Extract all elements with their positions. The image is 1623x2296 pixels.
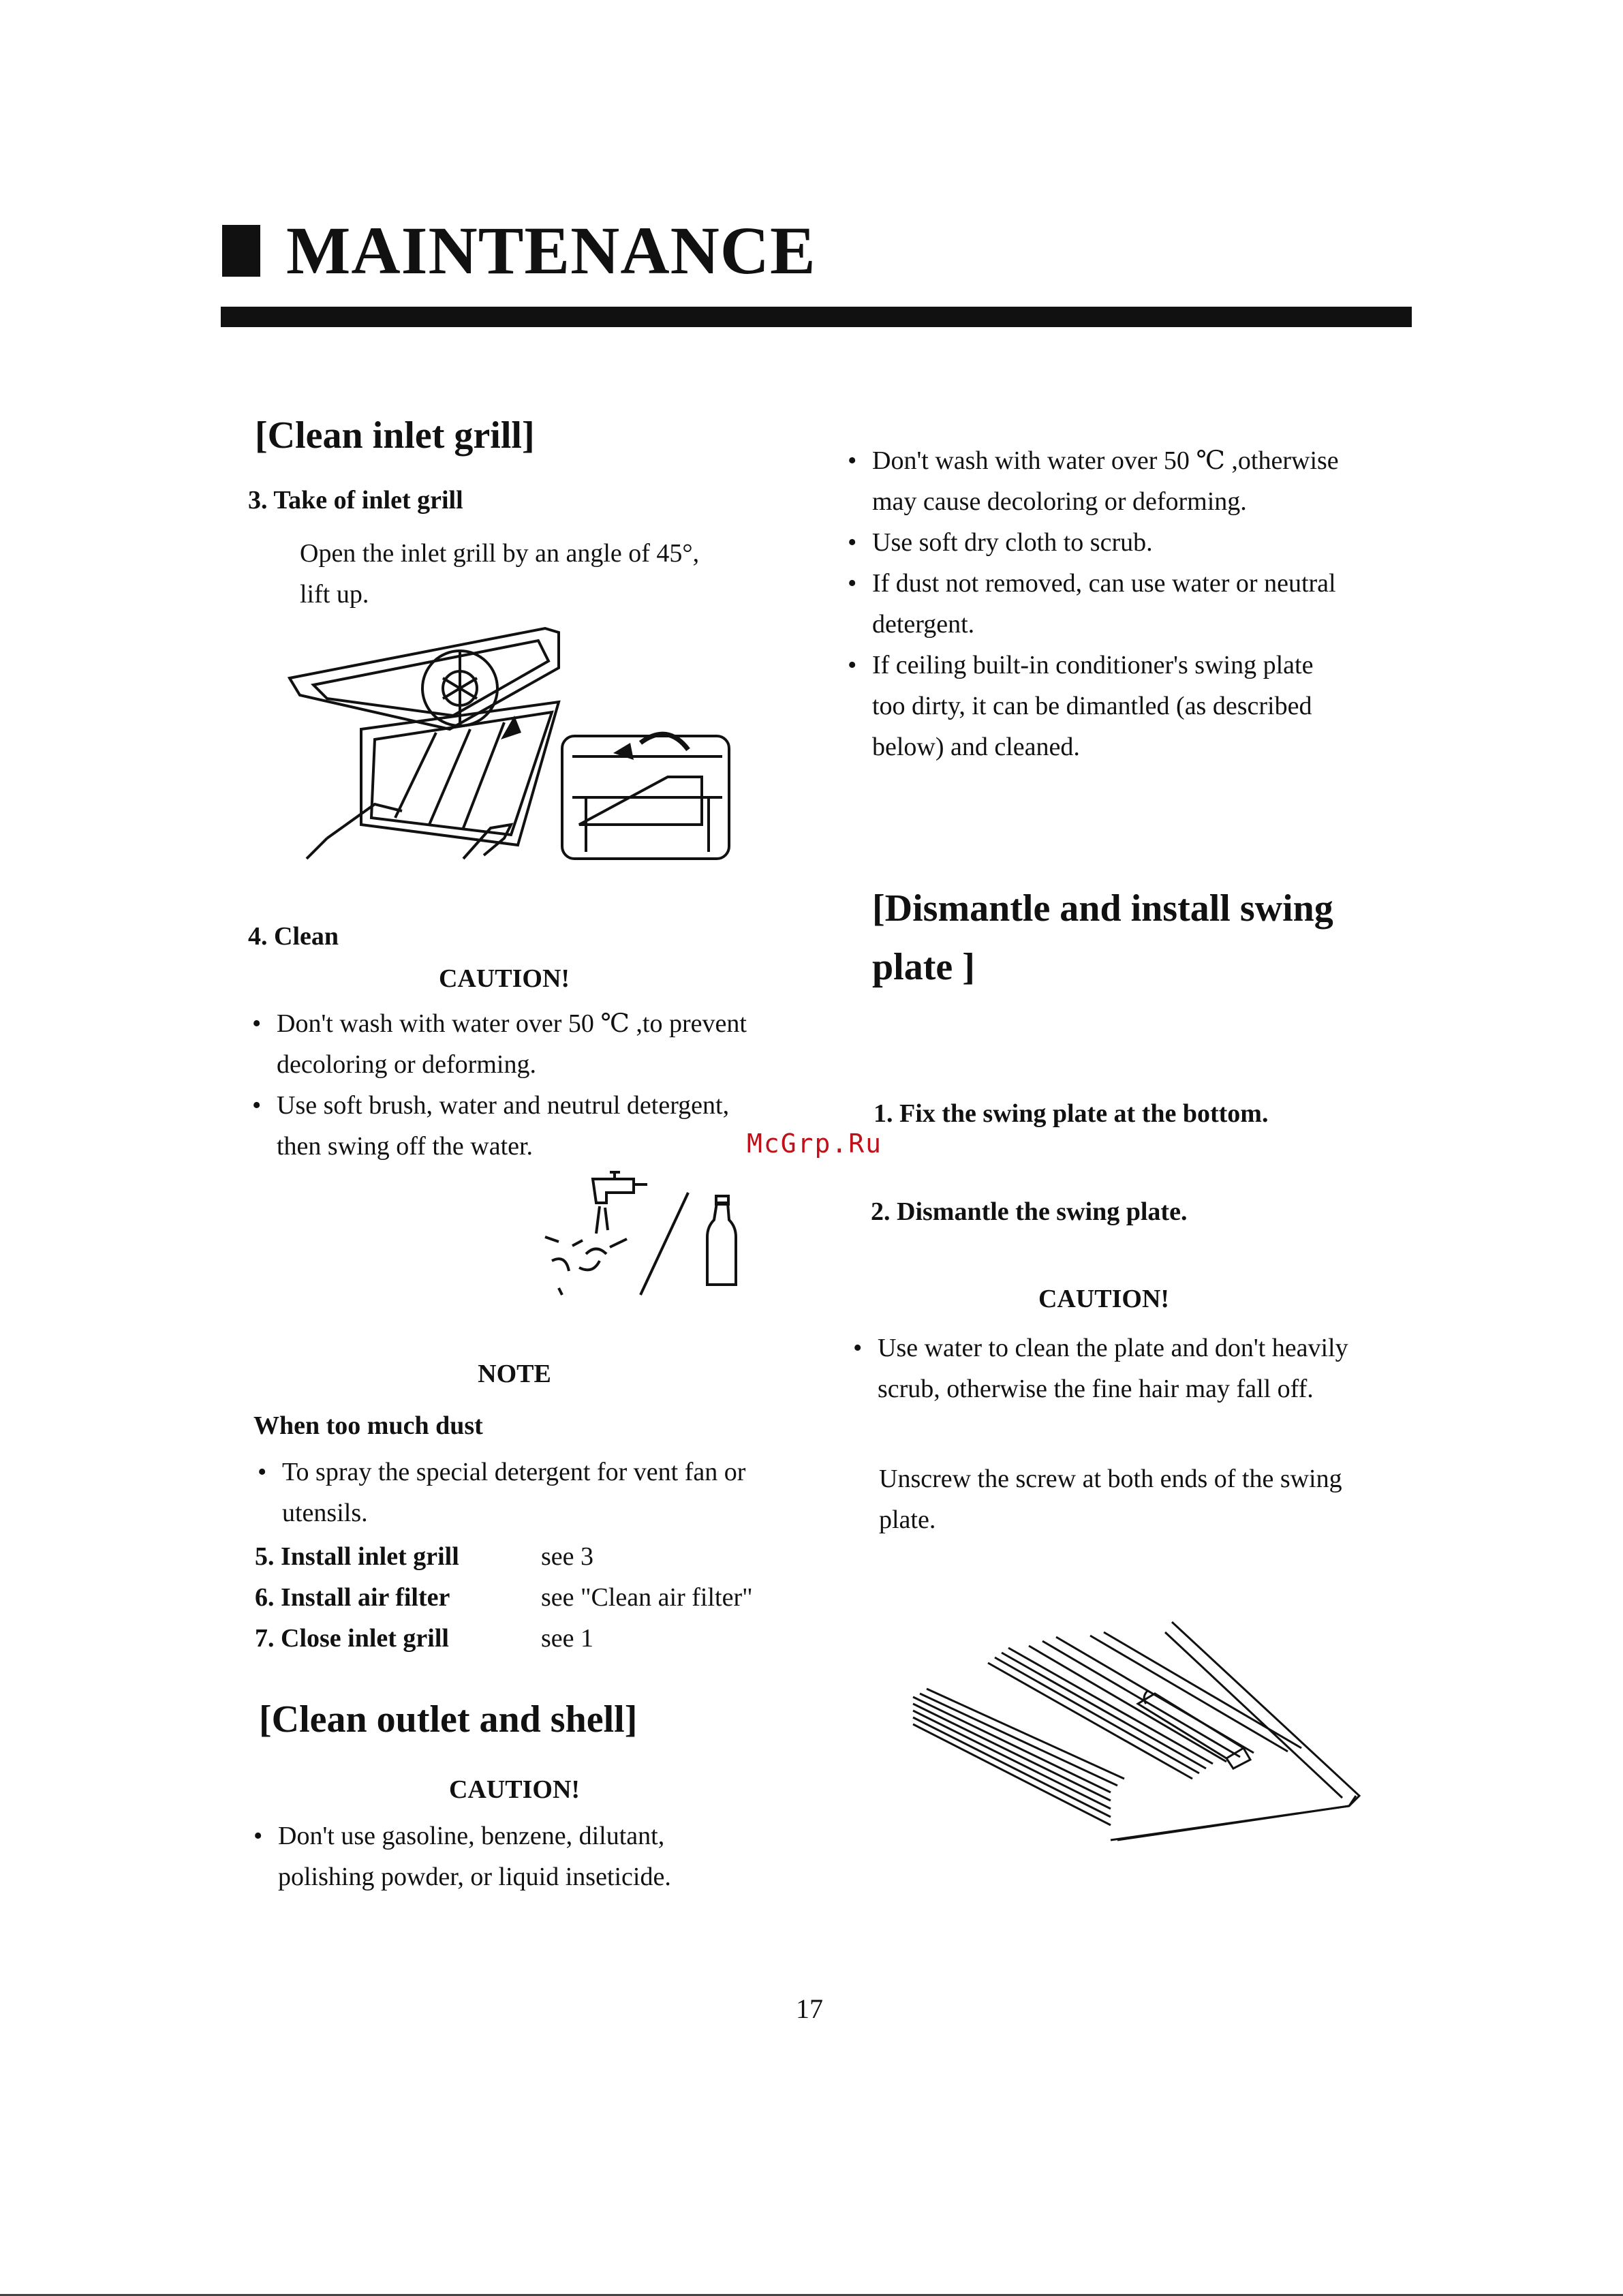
caution-label-swing: CAUTION!: [1038, 1285, 1170, 1313]
title-rule: [221, 307, 1412, 327]
faucet-detergent-illustration: [531, 1159, 756, 1308]
section-title-clean-inlet-grill: [Clean inlet grill]: [255, 414, 535, 457]
caution-label-shell: CAUTION!: [448, 1775, 581, 1804]
install-steps: [255, 1536, 753, 1659]
swing-plate-illustration: [906, 1615, 1370, 1847]
list-item: • If ceiling built-in conditioner's swing plate too dirty, it can be dimantled (as described below) and cleaned.: [848, 645, 1420, 767]
note-list: [258, 1452, 803, 1533]
watermark: McGrp.Ru: [747, 1129, 883, 1159]
inlet-grill-illustration: [286, 620, 736, 866]
step3-heading: 3. Take of inlet grill: [248, 486, 463, 515]
list-item: • Don't use gasoline, benzene, dilutant, polishing powder, or liquid inseticide.: [253, 1816, 799, 1897]
list-item: • To spray the special detergent for vent fan or utensils.: [258, 1452, 803, 1533]
section-title-swing-plate: [Dismantle and install swing plate ]: [872, 887, 1333, 988]
page-title: MAINTENANCE: [286, 213, 816, 288]
step-row: 7. Close inlet grill see 1: [255, 1624, 594, 1653]
list-item: • Don't wash with water over 50 ℃ ,to prevent decoloring or deforming.: [252, 1003, 797, 1085]
list-item: • Don't wash with water over 50 ℃ ,otherwise may cause decoloring or deforming.: [848, 440, 1420, 522]
right-bullet-list: [848, 440, 1420, 767]
note-subtitle: When too much dust: [253, 1411, 483, 1440]
step3-text: Open the inlet grill by an angle of 45°, lift up.: [300, 539, 700, 609]
swing-caution-list: [853, 1328, 1425, 1409]
shell-caution-list: [253, 1816, 799, 1897]
step-row: 6. Install air filter see "Clean air filter": [255, 1583, 753, 1612]
unscrew-text: Unscrew the screw at both ends of the swing plate.: [879, 1465, 1342, 1534]
list-item: • Use soft brush, water and neutrul detergent, then swing off the water.: [252, 1085, 797, 1167]
step4-heading: 4. Clean: [248, 922, 339, 951]
caution-label-clean: CAUTION!: [438, 964, 570, 993]
title-square-marker: [222, 225, 260, 277]
list-item: • If dust not removed, can use water or neutral detergent.: [848, 563, 1420, 645]
list-item: • Use soft dry cloth to scrub.: [848, 522, 1420, 563]
step-row: 5. Install inlet grill see 3: [255, 1542, 594, 1571]
swing-step1: 1. Fix the swing plate at the bottom.: [874, 1099, 1269, 1128]
swing-step2: 2. Dismantle the swing plate.: [871, 1197, 1188, 1226]
list-item: • Use water to clean the plate and don't heavily scrub, otherwise the fine hair may fall off.: [853, 1328, 1425, 1409]
section-title-clean-outlet-shell: [Clean outlet and shell]: [259, 1698, 638, 1741]
page-number: 17: [796, 1993, 823, 2024]
note-label: NOTE: [478, 1360, 551, 1388]
clean-caution-list: [252, 1003, 797, 1167]
